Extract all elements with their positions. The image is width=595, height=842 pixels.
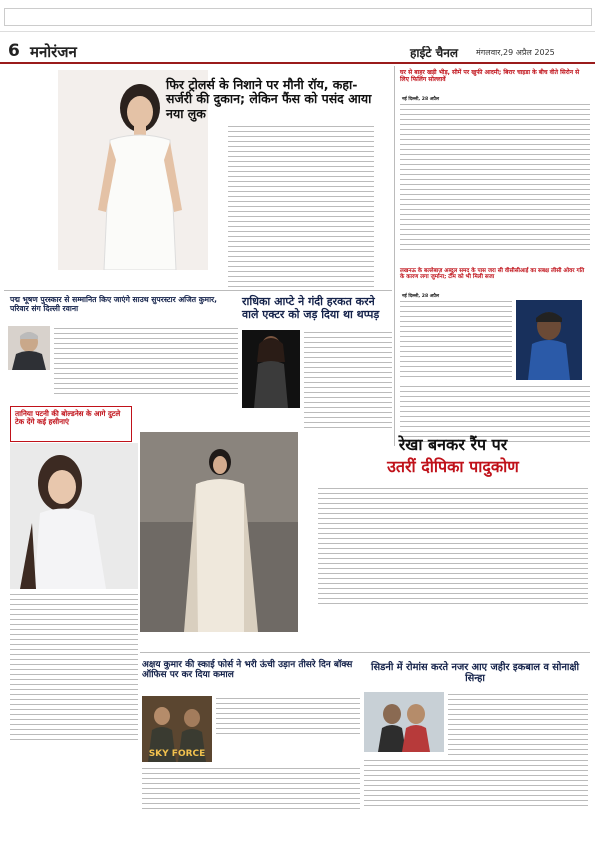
divider-bottom (140, 652, 590, 653)
akshay-body-lower (142, 766, 360, 810)
tanisha-headline: तानिया पटनी की बोल्डनेस के आगे दुटले टेक देंगे कई हसीनाएं (15, 409, 121, 427)
sidney-body-lower (364, 758, 588, 810)
akshay-body (216, 696, 360, 736)
sky-force-poster (142, 696, 212, 762)
poster-title: SKY FORCE (148, 749, 206, 759)
right-top-dateline: नई दिल्ली, 28 अप्रैल (402, 97, 439, 102)
page-header (0, 40, 595, 64)
divider-right-column (394, 66, 395, 446)
right-mid-body-left (400, 299, 512, 379)
issue-date: मंगलवार,29 अप्रैल 2025 (476, 48, 555, 57)
right-top-body (400, 102, 590, 252)
address-box (4, 8, 592, 26)
sidney-headline: सिडनी में रोमांस करते नजर आए जहीर इकबाल व सोनाक्षी सिन्हा (370, 662, 580, 685)
sidney-body (448, 692, 588, 756)
page-number: 6 (8, 41, 20, 61)
right-top-headline: घर से बाहर खड़ी भीड़, सीमें पर खुफी आदमी; बिरार चाइडा के बीच वीते सिरोन से लिए फिलिंग सोल्लावें (400, 69, 580, 83)
deepika-headline-1: रेखा बनकर रैंप पर (398, 435, 508, 454)
cricketer-photo (516, 300, 582, 380)
tanisha-headline-box (10, 406, 132, 442)
radhika-photo (242, 330, 300, 408)
section-title: मनोरंजन (30, 43, 77, 61)
ajith-photo (8, 326, 50, 370)
radhika-headline: राधिका आप्टे ने गंदी हरकत करने वाले एक्टर को जड़ दिया था थप्पड़ (242, 295, 380, 321)
tanisha-photo (10, 443, 138, 589)
akshay-headline: अक्षय कुमार की स्काई फोर्स ने भरी ऊंची उड़ान तीसरे दिन बॉक्स ऑफिस पर कर दिया कमाल (142, 660, 353, 681)
deepika-headline-2: उतरीं दीपिका पादुकोण (387, 457, 519, 476)
padma-headline: पद्म भूषण पुरस्कार से सम्मानित किए जाएंगे साउथ सुपरस्टार अजित कुमार, परिवार संग दिल्ली रवाना (10, 295, 218, 313)
deepika-photo (140, 432, 298, 632)
top-bar (0, 0, 595, 32)
divider-lower (4, 290, 392, 291)
padma-body (54, 326, 238, 398)
tanisha-body (10, 592, 138, 740)
newspaper-brand: हाईटे चैनल (410, 46, 459, 60)
deepika-body (318, 486, 588, 606)
right-mid-dateline: नई दिल्ली, 28 अप्रैल (402, 294, 439, 299)
lead-headline: फिर ट्रोलर्स के निशाने पर मौनी रॉय, कहा- सर्जरी की दुकान; लेकिन फैंस को पसंद आया नया लुक (166, 77, 372, 121)
right-mid-headline: लखनऊ के बल्लेबाज़ अब्दुल समद के पास जरा सी वीसीसीआई का सबक्ष लीसी ओवर गति के कारण लगा जुर्माना; टीम को भी मिली सजा (400, 268, 585, 281)
lead-body (228, 124, 374, 289)
sonakshi-zaheer-photo (364, 692, 444, 752)
radhika-body (304, 330, 392, 432)
